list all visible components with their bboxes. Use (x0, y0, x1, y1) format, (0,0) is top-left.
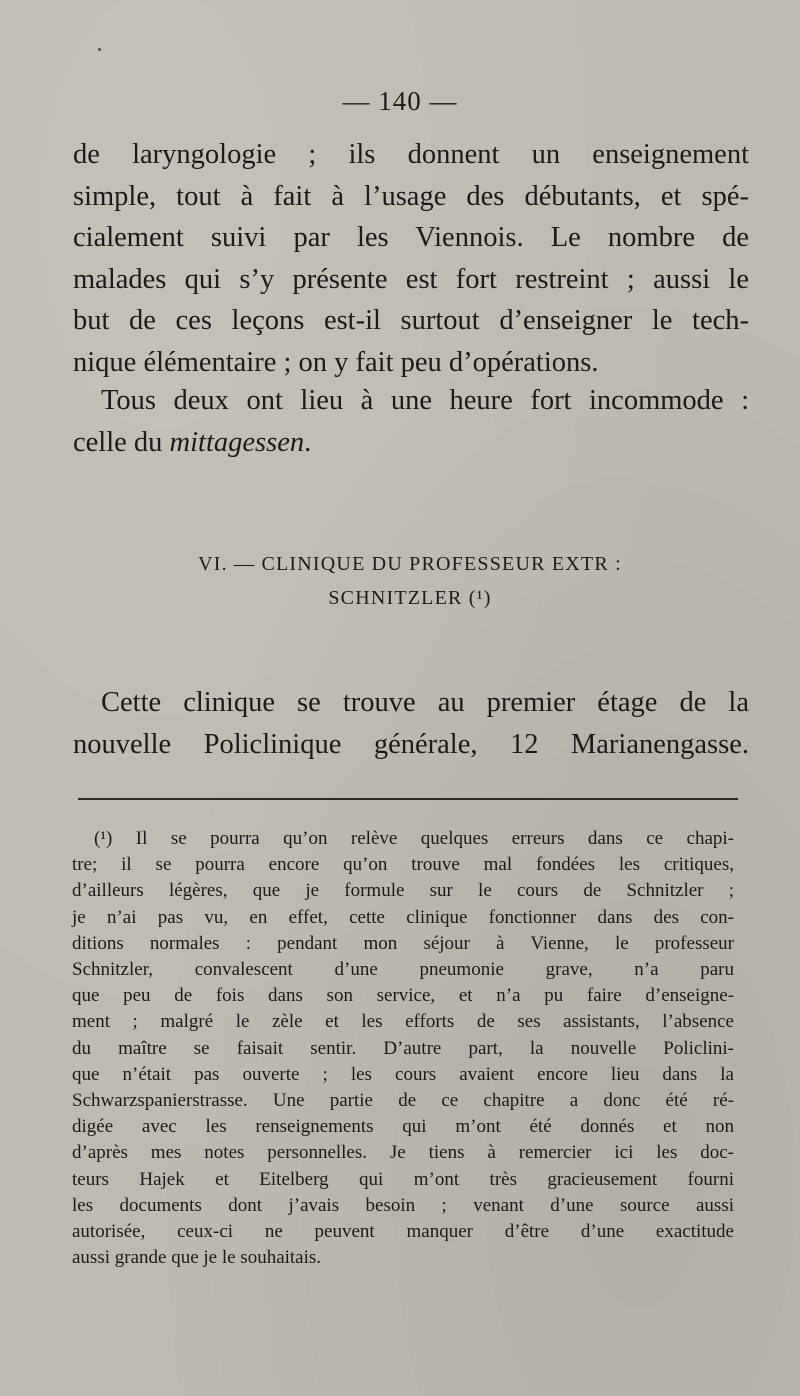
section-heading-line-2: SCHNITZLER (¹) (328, 587, 492, 609)
text-line: nouvelle Policlinique générale, 12 Marianengasse. (73, 728, 749, 760)
footnote-line: du maître se faisait sentir. D’autre part, la nouvelle Policlini- (72, 1037, 734, 1059)
footnote-line: (¹) Il se pourra qu’on relève quelques erreurs dans ce chapi- (94, 828, 734, 849)
text-line: but de ces leçons est-il surtout d’enseigner le tech- (73, 305, 749, 336)
text-line: simple, tout à fait à l’usage des débutants, et spé- (73, 180, 749, 212)
footnote-separator (78, 798, 738, 800)
footnote-line: teurs Hajek et Eitelberg qui m’ont très gracieusement fourni (72, 1168, 734, 1190)
paragraph-2 (73, 380, 749, 463)
italic-term: mittagessen (169, 426, 305, 458)
footnote-line: je n’ai pas vu, en effet, cette clinique fonctionner dans des con- (72, 906, 734, 928)
paragraph-1 (73, 134, 749, 383)
footnote-line: les documents dont j’avais besoin ; venant d’une source aussi (72, 1194, 734, 1216)
footnote-line: ment ; malgré le zèle et les efforts de ses assistants, l’absence (72, 1011, 734, 1033)
footnote-line: autorisée, ceux-ci ne peuvent manquer d’être d’une exactitude (72, 1221, 734, 1243)
footnote-line: que n’était pas ouverte ; les cours avaient encore lieu dans la (72, 1063, 734, 1085)
text-line: de laryngologie ; ils donnent un enseignement (73, 139, 749, 170)
footnote (72, 826, 734, 1271)
section-heading-line-1: VI. — CLINIQUE DU PROFESSEUR EXTR : (198, 553, 622, 575)
text-fragment: celle du (73, 426, 170, 458)
print-speck (98, 48, 101, 51)
footnote-line: digée avec les renseignements qui m’ont été donnés et non (72, 1116, 734, 1138)
footnote-line: Schnitzler, convalescent d’une pneumonie grave, n’a paru (72, 959, 734, 981)
text-line: nique élémentaire ; on y fait peu d’opérations. (73, 346, 599, 378)
footnote-line: que peu de fois dans son service, et n’a pu faire d’enseigne- (72, 985, 734, 1007)
paragraph-3 (73, 682, 749, 765)
footnote-line: aussi grande que je le souhaitais. (72, 1247, 322, 1269)
text-line: Cette clinique se trouve au premier étage de la (101, 687, 749, 718)
text-line: cialement suivi par les Viennois. Le nombre de (73, 222, 749, 253)
text-line (73, 422, 749, 464)
page-number: — 140 — (342, 86, 458, 116)
footnote-line: Schwarzspanierstrasse. Une partie de ce chapitre a donc été ré- (72, 1090, 734, 1112)
footnote-line: tre; il se pourra encore qu’on trouve mal fondées les critiques, (72, 854, 734, 876)
text-line: Tous deux ont lieu à une heure fort incommode : (101, 385, 749, 416)
footnote-line: d’après mes notes personnelles. Je tiens à remercier ici les doc- (72, 1142, 734, 1164)
text-fragment: . (304, 426, 312, 458)
text-line: malades qui s’y présente est fort restreint ; aussi le (73, 263, 749, 295)
footnote-line: d’ailleurs légères, que je formule sur le cours de Schnitzler ; (72, 880, 734, 902)
footnote-line: ditions normales : pendant mon séjour à Vienne, le professeur (72, 932, 734, 954)
